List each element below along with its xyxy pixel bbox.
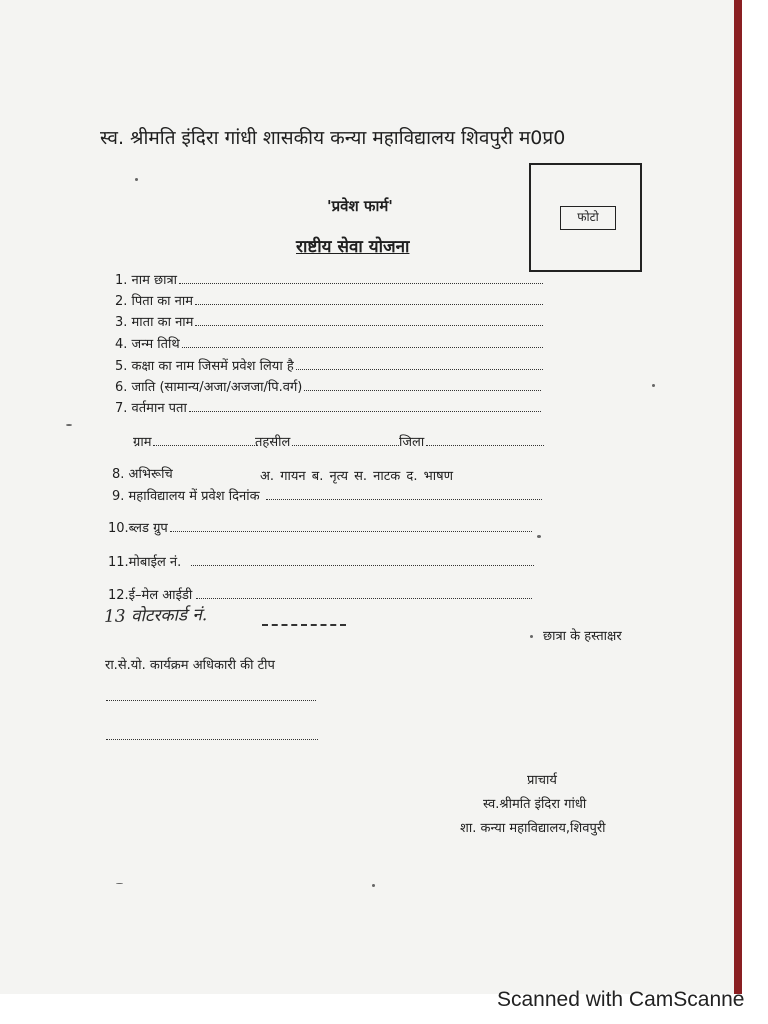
form-title: 'प्रवेश फार्म' [327, 197, 393, 215]
scan-speck [537, 535, 541, 538]
scheme-title: राष्टीय सेवा योजना [296, 237, 410, 257]
interest-options: अ. गायन ब. नृत्य स. नाटक द. भाषण [260, 469, 454, 484]
scan-speck [66, 424, 72, 426]
principal-title: प्राचार्य [527, 773, 557, 788]
fill-line [182, 337, 543, 348]
principal-line-2: शा. कन्या महाविद्यालय,शिवपुरी [460, 821, 606, 836]
principal-line-1: स्व.श्रीमति इंदिरा गांधी [483, 797, 587, 812]
fill-line [195, 294, 543, 305]
field-father-name [115, 291, 543, 309]
scan-speck [135, 178, 138, 181]
college-name: स्व. श्रीमति इंदिरा गांधी शासकीय कन्या महाविद्यालय शिवपुरी म0प्र0 [100, 127, 566, 149]
field-student-name [115, 270, 543, 288]
fill-line [195, 315, 543, 326]
scan-speck [652, 384, 655, 387]
handwritten-voter-card: 13 वोटरकार्ड नं. [103, 605, 208, 627]
field-mobile [108, 552, 534, 570]
fill-line [292, 435, 399, 446]
officer-note-label: रा.से.यो. कार्यक्रम अधिकारी की टीप [105, 658, 275, 673]
field-label: 1. नाम छात्रा [115, 273, 178, 288]
field-label: 12.ई–मेल आईडी [108, 588, 193, 603]
field-label: 4. जन्म तिथि [115, 337, 180, 352]
photo-box [529, 163, 642, 272]
tehsil-label: तहसील [255, 435, 291, 450]
fill-line [189, 401, 541, 412]
field-class-name [115, 356, 543, 374]
fill-line [304, 380, 541, 391]
scan-speck [530, 635, 533, 638]
field-label: 2. पिता का नाम [115, 294, 194, 309]
student-signature-label: छात्रा के हस्ताक्षर [543, 629, 622, 644]
field-caste [115, 377, 541, 395]
fill-line [426, 435, 544, 446]
fill-line [153, 435, 257, 446]
field-village [133, 432, 257, 450]
field-label: 3. माता का नाम [115, 315, 194, 330]
field-label: 6. जाति (सामान्य/अजा/अजजा/पि.वर्ग) [115, 380, 303, 395]
field-label: 11.मोबाईल नं. [108, 555, 182, 570]
field-admission-date [112, 486, 542, 504]
field-birth-date [115, 334, 543, 352]
fill-line [266, 489, 542, 500]
village-label: ग्राम [133, 435, 152, 450]
handwritten-dash [262, 624, 346, 626]
photo-label: फोटो [560, 206, 616, 230]
field-current-address [115, 398, 541, 416]
field-label: 10.ब्लड ग्रुप [108, 521, 168, 536]
field-tehsil [255, 432, 399, 450]
field-label: 9. महाविद्यालय में प्रवेश दिनांक [112, 489, 260, 504]
field-blood-group [108, 518, 532, 536]
officer-note-line-2 [106, 739, 318, 740]
fill-line [179, 273, 543, 284]
fill-line [296, 359, 543, 370]
field-label: 5. कक्षा का नाम जिसमें प्रवेश लिया है [115, 359, 294, 374]
field-email [108, 585, 532, 603]
fill-line [196, 588, 532, 599]
field-label: 7. वर्तमान पता [115, 401, 187, 416]
fill-line [170, 521, 532, 532]
officer-note-line-1 [106, 700, 316, 701]
page-edge [734, 0, 742, 994]
field-district [399, 432, 544, 450]
scan-speck [372, 884, 375, 887]
scan-speck [116, 883, 123, 884]
field-mother-name [115, 312, 543, 330]
district-label: जिला [399, 435, 425, 450]
scanner-watermark: Scanned with CamScanne [497, 988, 745, 1011]
fill-line [191, 555, 534, 566]
interest-label: 8. अभिरूचि [112, 467, 173, 482]
